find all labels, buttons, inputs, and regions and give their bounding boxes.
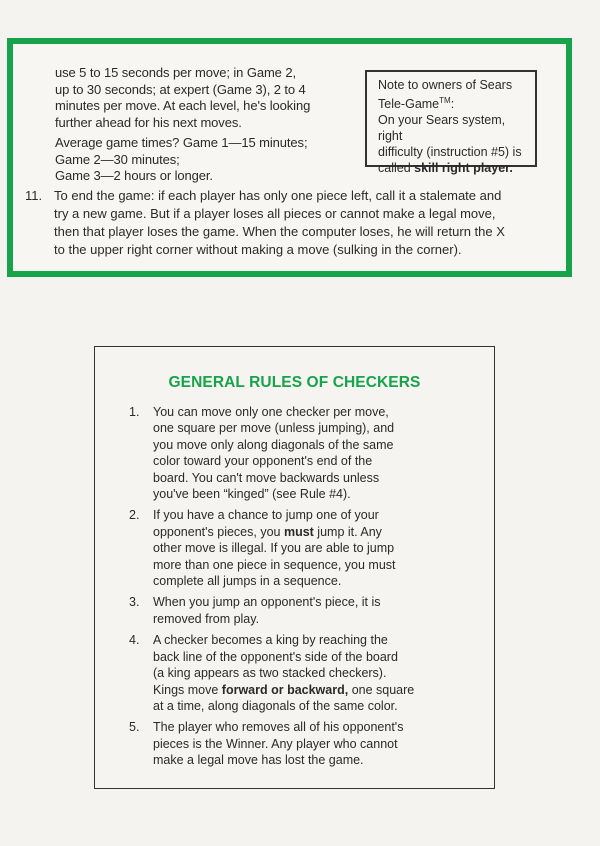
must-bold: must — [283, 524, 314, 539]
rule-5: 5. The player who removes all of his opponent's pieces is the Winner. Any player who cannot make a legal move has lost the game. — [129, 720, 404, 768]
skill-right-player-bold: skill right player. — [414, 161, 513, 176]
forward-or-backward-bold: forward or backward, — [221, 682, 349, 697]
checkers-rules-box — [94, 346, 495, 789]
rule-3: 3. When you jump an opponent's piece, it is removed from play. — [129, 595, 381, 626]
rule-2: 2. If you have a chance to jump one of your opponent's pieces, you must jump it. Any other move is illegal. If you are able to jump more than one piece in sequence, you must complete all jumps in a sequence. — [129, 508, 396, 589]
top-left-text — [55, 65, 355, 189]
trademark-symbol: TM — [439, 96, 451, 105]
rule-1: 1. You can move only one checker per move, one square per move (unless jumping), and you move only along diagonals of the same color toward your opponent's end of the board. You can't move backwards unless you've been “kinged” (see Rule #4). — [129, 405, 395, 502]
game-speed-paragraph: use 5 to 15 seconds per move; in Game 2, up to 30 seconds; at expert (Game 3), 2 to 4 minutes per move. At each level, he's looking further ahead for his next moves. — [55, 65, 311, 130]
sears-note-box: Note to owners of Sears Tele-Game™: On your Sears system, right difficulty (instruction #5) is called skill right player. — [365, 70, 537, 167]
instruction-item-11: 11. To end the game: if each player has only one piece left, call it a stalemate and try a new game. But if a player loses all pieces or cannot make a legal move, then that player loses the game. When the computer loses, he will return the X to the upper right corner without making a move (sulking in the corner). — [25, 188, 505, 257]
item-number: 11. — [25, 188, 43, 203]
rules-title: GENERAL RULES OF CHECKERS — [168, 374, 421, 391]
top-instructions-box — [7, 38, 572, 277]
rule-4: 4. A checker becomes a king by reaching the back line of the opponent's side of the board (a king appears as two stacked checkers). Kings move forward or backward, one square at a time, along diagonals of the same color. — [129, 633, 415, 713]
game-times-paragraph: Average game times? Game 1—15 minutes; Game 2—30 minutes; Game 3—2 hours or longer. — [55, 135, 308, 183]
rules-list — [129, 404, 469, 774]
